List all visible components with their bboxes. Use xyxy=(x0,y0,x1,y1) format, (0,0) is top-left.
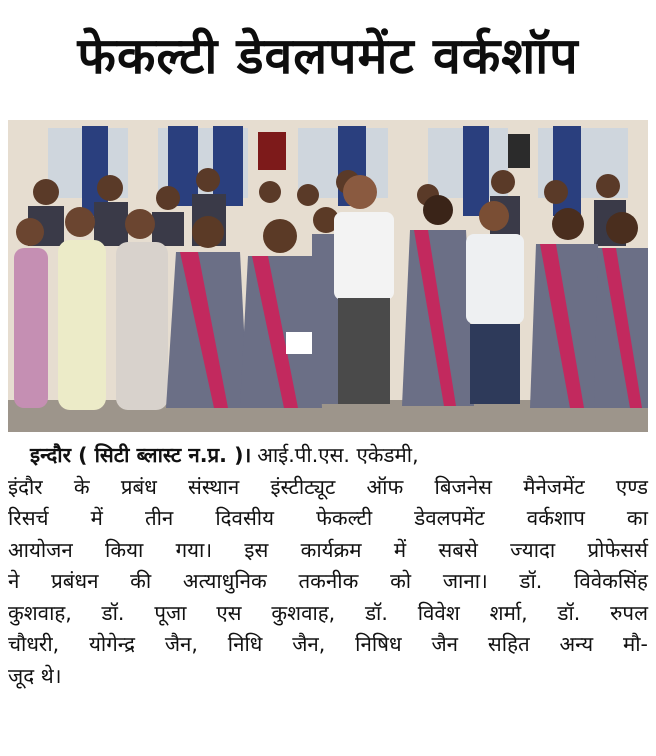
article-word: प्रोफेसर्स xyxy=(587,537,648,562)
article-line-8: जूद थे। xyxy=(8,663,62,688)
article-word: रुपल xyxy=(610,600,648,625)
article-word: किया xyxy=(105,537,144,562)
article-word: मौ- xyxy=(622,632,648,656)
article-word: वर्कशाप xyxy=(526,506,585,530)
article-word: जैन, xyxy=(292,632,326,656)
article-word: रिसर्च xyxy=(8,506,49,530)
article-word: शर्मा, xyxy=(489,600,528,625)
article-word: अत्याधुनिक xyxy=(182,569,267,593)
article-word: जैन, xyxy=(164,632,198,656)
article-dateline: इन्दौर ( सिटी ब्लास्ट न.प्र. )। xyxy=(30,443,252,467)
article-word: डॉ. xyxy=(365,600,388,625)
article-word: फेकल्टी xyxy=(316,506,373,530)
group-photo-illustration xyxy=(8,120,648,432)
article-word: कुशवाह, xyxy=(8,600,72,625)
article-line-1 xyxy=(8,440,648,472)
article-word: डॉ. xyxy=(519,569,543,593)
article-line-5 xyxy=(8,566,648,598)
article-word: के xyxy=(73,474,90,499)
article-word: सहित xyxy=(487,632,530,656)
article-word: को xyxy=(390,569,412,593)
article-word: योगेन्द्र xyxy=(89,632,135,656)
article-word: डेवलपमेंट xyxy=(414,506,485,530)
article-word: डॉ. xyxy=(101,600,125,625)
article-word: सबसे xyxy=(438,537,478,562)
article-word: कुशवाह, xyxy=(271,600,336,625)
article-word: एण्ड xyxy=(615,474,648,499)
article-word: चौधरी, xyxy=(8,632,60,656)
article-word: प्रबंध xyxy=(120,474,157,499)
article-line-2 xyxy=(8,472,648,504)
article-word: संस्थान xyxy=(188,474,240,499)
article-word: ने xyxy=(8,569,20,593)
article-word: निषिध xyxy=(355,632,402,656)
article-line-6 xyxy=(8,598,648,630)
article-word: की xyxy=(130,569,152,593)
article-word: कार्यक्रम xyxy=(300,537,362,562)
group-photo xyxy=(8,120,648,432)
article-word: तीन xyxy=(144,506,174,530)
headline: फेकल्टी डेवलपमेंट वर्कशॉप xyxy=(77,27,579,85)
article-word: जाना। xyxy=(442,569,488,593)
article-word: जैन xyxy=(431,632,459,656)
article-line-4 xyxy=(8,535,648,567)
article-word: में xyxy=(90,506,103,530)
article-word: ऑफ xyxy=(366,474,404,499)
article-word: तकनीक xyxy=(298,569,359,593)
article-word: ज्यादा xyxy=(510,537,556,562)
article-word: इस xyxy=(244,537,269,562)
article-line-7 xyxy=(8,629,648,661)
article-word: गया। xyxy=(175,537,213,562)
article-body xyxy=(8,440,648,750)
article-text-line: आई.पी.एस. एकेडमी, xyxy=(257,443,419,467)
article-word: में xyxy=(393,537,407,562)
article-word: बिजनेस xyxy=(434,474,492,499)
article-word: निधि xyxy=(227,632,263,656)
article-word: प्रबंधन xyxy=(51,569,99,593)
article-line-3 xyxy=(8,503,648,535)
article-word: इंस्टीट्यूट xyxy=(270,474,336,499)
article-word: दिवसीय xyxy=(215,506,275,530)
article-word: का xyxy=(626,506,648,530)
article-word: विवेश xyxy=(417,600,460,625)
article-word: मैनेजमेंट xyxy=(523,474,585,499)
article-word: एस xyxy=(216,600,242,625)
article-word: आयोजन xyxy=(8,537,73,562)
article-word: इंदौर xyxy=(8,474,43,499)
article-word: अन्य xyxy=(559,632,594,656)
article-word: डॉ. xyxy=(557,600,581,625)
article-word: विवेकसिंह xyxy=(574,569,648,593)
article-word: पूजा xyxy=(154,600,187,625)
